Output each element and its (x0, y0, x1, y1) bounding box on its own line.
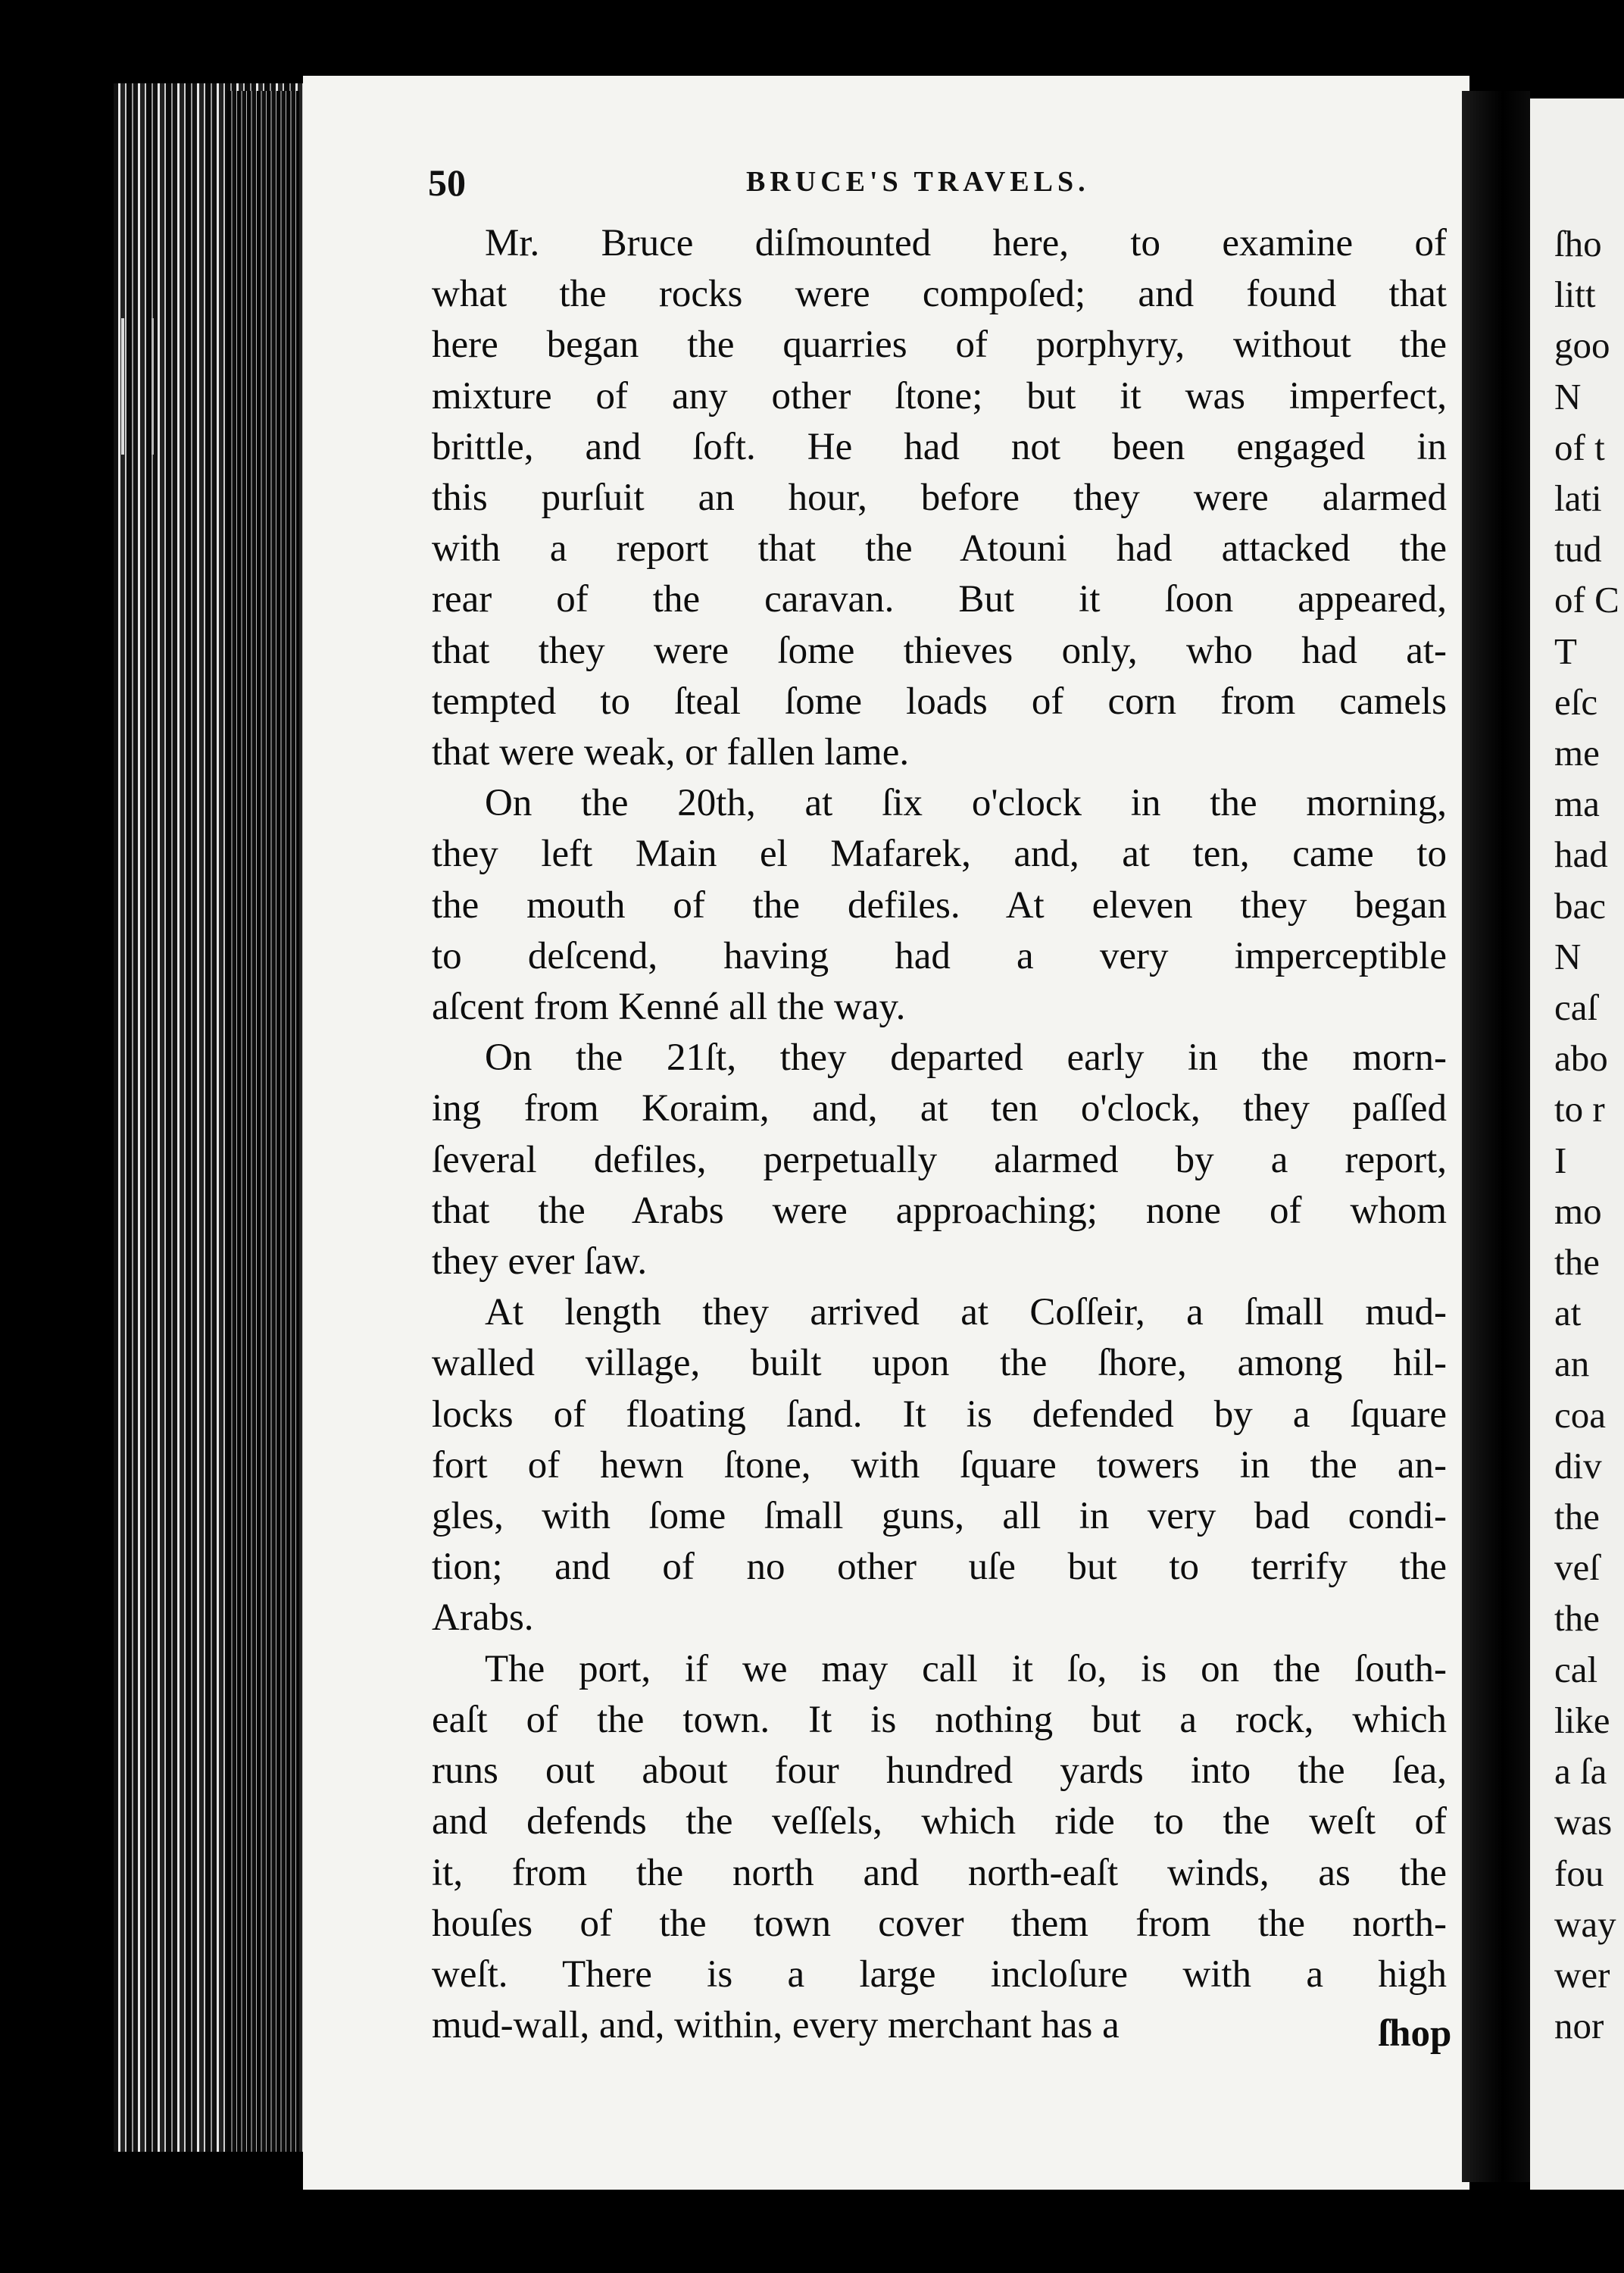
text-line: ſeveral defiles, perpetually alarmed by a report, (432, 1138, 1447, 1181)
text-line: The port, if we may call it ſo, is on the ſouth- (485, 1647, 1447, 1690)
facing-line-fragment: the (1554, 1496, 1600, 1538)
text-line: gles, with ſome ſmall guns, all in very bad condi- (432, 1495, 1447, 1538)
text-line: ing from Koraim, and, at ten o'clock, they paſſed (432, 1087, 1447, 1130)
text-line: tempted to ſteal ſome loads of corn from camels (432, 680, 1447, 723)
catchword: ſhop (1379, 2012, 1452, 2055)
text-line: mud-wall, and, within, every merchant has a (432, 2004, 1120, 2047)
facing-line-fragment: of C (1554, 579, 1619, 621)
paragraph (432, 1033, 1447, 1287)
facing-line-fragment: at (1554, 1292, 1582, 1334)
facing-line-fragment: abo (1554, 1037, 1608, 1080)
facing-line-fragment: was (1554, 1801, 1613, 1843)
facing-line-fragment: tud (1554, 528, 1602, 571)
text-line: At length they arrived at Coſſeir, a ſmall mud- (485, 1291, 1447, 1334)
facing-line-fragment: mo (1554, 1190, 1602, 1232)
facing-line-fragment: nor (1554, 2005, 1604, 2047)
text-line: tion; and of no other uſe but to terrify the (432, 1546, 1447, 1589)
paragraph (432, 218, 1447, 778)
text-line: they left Main el Mafarek, and, at ten, came to (432, 833, 1447, 876)
text-line: On the 20th, at ſix o'clock in the morning, (485, 782, 1447, 825)
facing-line-fragment: goo (1554, 324, 1610, 367)
text-line: houſes of the town cover them from the north- (432, 1902, 1447, 1945)
page-gutter (1462, 91, 1530, 2182)
facing-line-fragment: N (1554, 375, 1582, 417)
facing-line-fragment: bac (1554, 884, 1606, 927)
facing-line-fragment: way (1554, 1903, 1616, 1945)
text-line: fort of hewn ſtone, with ſquare towers in the an- (432, 1443, 1447, 1487)
text-line: it, from the north and north-eaſt winds, as the (432, 1851, 1447, 1894)
facing-line-fragment: to r (1554, 1088, 1605, 1130)
facing-line-fragment: the (1554, 1241, 1600, 1283)
body-text (432, 218, 1447, 2051)
facing-line-fragment: fou (1554, 1852, 1604, 1894)
text-line: with a report that the Atouni had attacked the (432, 527, 1447, 571)
text-line: locks of floating ſand. It is defended by a ſquare (432, 1393, 1447, 1436)
text-line: and defends the veſſels, which ride to the weſt of (432, 1800, 1447, 1843)
facing-line-fragment: cal (1554, 1648, 1598, 1690)
facing-line-fragment: coa (1554, 1393, 1606, 1436)
text-line: that they were ſome thieves only, who had at- (432, 629, 1447, 672)
text-line: this purſuit an hour, before they were alarmed (432, 477, 1447, 520)
paragraph (432, 1644, 1447, 2052)
facing-line-fragment: caſ (1554, 986, 1598, 1029)
text-line: weſt. There is a large incloſure with a high (432, 1953, 1447, 1996)
text-line: eaſt of the town. It is nothing but a rock, which (432, 1698, 1447, 1741)
text-line: that were weak, or fallen lame. (432, 731, 910, 774)
facing-line-fragment: veſ (1554, 1546, 1600, 1589)
edge-mark (121, 318, 154, 455)
facing-line-fragment: eſc (1554, 680, 1598, 723)
facing-line-fragment: I (1554, 1139, 1567, 1181)
paragraph (432, 778, 1447, 1033)
running-head: BRUCE'S TRAVELS. (746, 166, 1090, 198)
page-header (428, 161, 1481, 206)
facing-line-fragment: N (1554, 935, 1582, 977)
facing-page-text (1554, 218, 1624, 2051)
facing-line-fragment: ſho (1554, 223, 1602, 264)
facing-line-fragment: had (1554, 833, 1608, 876)
facing-line-fragment: a ſa (1554, 1750, 1607, 1793)
facing-line-fragment: an (1554, 1343, 1590, 1385)
facing-line-fragment: me (1554, 732, 1600, 774)
facing-line-fragment: ma (1554, 783, 1600, 825)
text-line: rear of the caravan. But it ſoon appeared, (432, 578, 1447, 621)
facing-line-fragment: wer (1554, 1953, 1610, 1996)
book-edge-shadow (227, 91, 299, 2152)
text-line: Arabs. (432, 1596, 534, 1640)
text-line: runs out about four hundred yards into the ſea, (432, 1749, 1447, 1793)
text-line: mixture of any other ſtone; but it was imperfect, (432, 374, 1447, 417)
paragraph (432, 1287, 1447, 1643)
text-line: to deſcend, having had a very imperceptible (432, 934, 1447, 977)
facing-line-fragment: of t (1554, 426, 1605, 468)
facing-line-fragment: div (1554, 1444, 1602, 1487)
text-line: the mouth of the defiles. At eleven they began (432, 883, 1447, 927)
text-line: they ever ſaw. (432, 1240, 648, 1283)
page-number: 50 (428, 161, 466, 204)
text-line: walled village, built upon the ſhore, among hil- (432, 1342, 1447, 1385)
text-line: here began the quarries of porphyry, without the (432, 324, 1447, 367)
text-line: On the 21ſt, they departed early in the morn- (485, 1036, 1447, 1080)
facing-line-fragment: litt (1554, 274, 1596, 316)
facing-line-fragment: like (1554, 1699, 1610, 1741)
text-line: brittle, and ſoft. He had not been engaged in (432, 425, 1447, 468)
text-line: Mr. Bruce diſmounted here, to examine of (485, 222, 1447, 264)
text-line: what the rocks were compoſed; and found that (432, 273, 1447, 316)
facing-line-fragment: T (1554, 630, 1577, 672)
facing-line-fragment: the (1554, 1597, 1600, 1640)
facing-line-fragment: lati (1554, 477, 1602, 520)
text-line: that the Arabs were approaching; none of whom (432, 1189, 1447, 1232)
text-line: aſcent from Kenné all the way. (432, 986, 906, 1029)
